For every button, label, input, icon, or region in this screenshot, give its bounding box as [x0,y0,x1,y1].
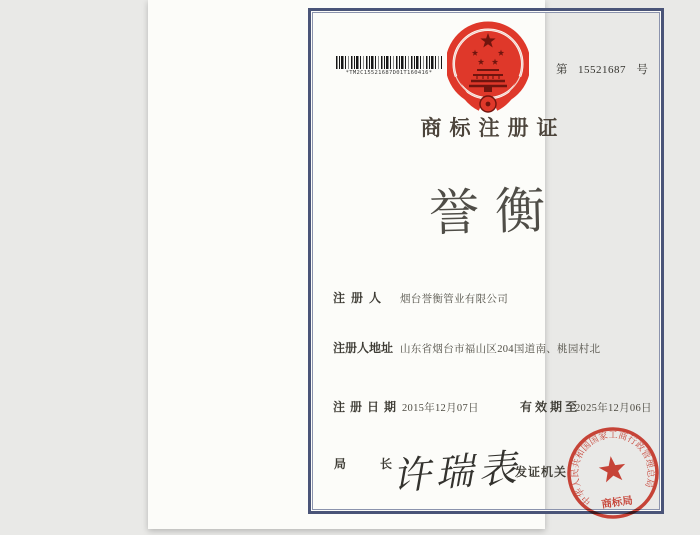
registrant-address-value: 山东省烟台市福山区204国道南、桃园村北 [400,344,601,355]
barcode [336,56,442,76]
certificate-number [556,61,648,77]
barcode-text: *TM2C15521687D01T160416* [345,70,433,76]
certificate-number-prefix: 第 [556,64,568,76]
national-emblem-icon [447,17,529,115]
certificate-page [148,0,657,529]
barcode-bars-icon [336,56,442,69]
certificate-number-value: 15521687 [578,64,626,76]
trademark-name: 誉衡 [428,182,562,242]
seal-ring-text: 中华人民共和国国家工商行政管理总局 [569,429,657,507]
director-label: 局 长 [334,457,393,471]
certificate-title: 商标注册证 [420,116,566,140]
registrant-label: 注册人 [333,291,388,305]
seal-office-text: 商标局 [600,495,634,511]
seal-star-icon [597,454,627,483]
valid-until-label: 有效期至 [520,400,581,414]
certificate-number-suffix: 号 [636,64,648,76]
valid-until-value: 2025年12月06日 [575,403,652,414]
registration-date-label: 注册日期 [333,400,402,414]
issuing-authority-label: 发证机关 [515,465,568,479]
registrant-address-label: 注册人地址 [333,341,394,355]
director-signature: 许瑞表 [391,447,523,499]
registration-date-value: 2015年12月07日 [402,403,479,414]
registrant-value: 烟台誉衡管业有限公司 [400,294,508,305]
trademark-office-seal [559,419,667,527]
